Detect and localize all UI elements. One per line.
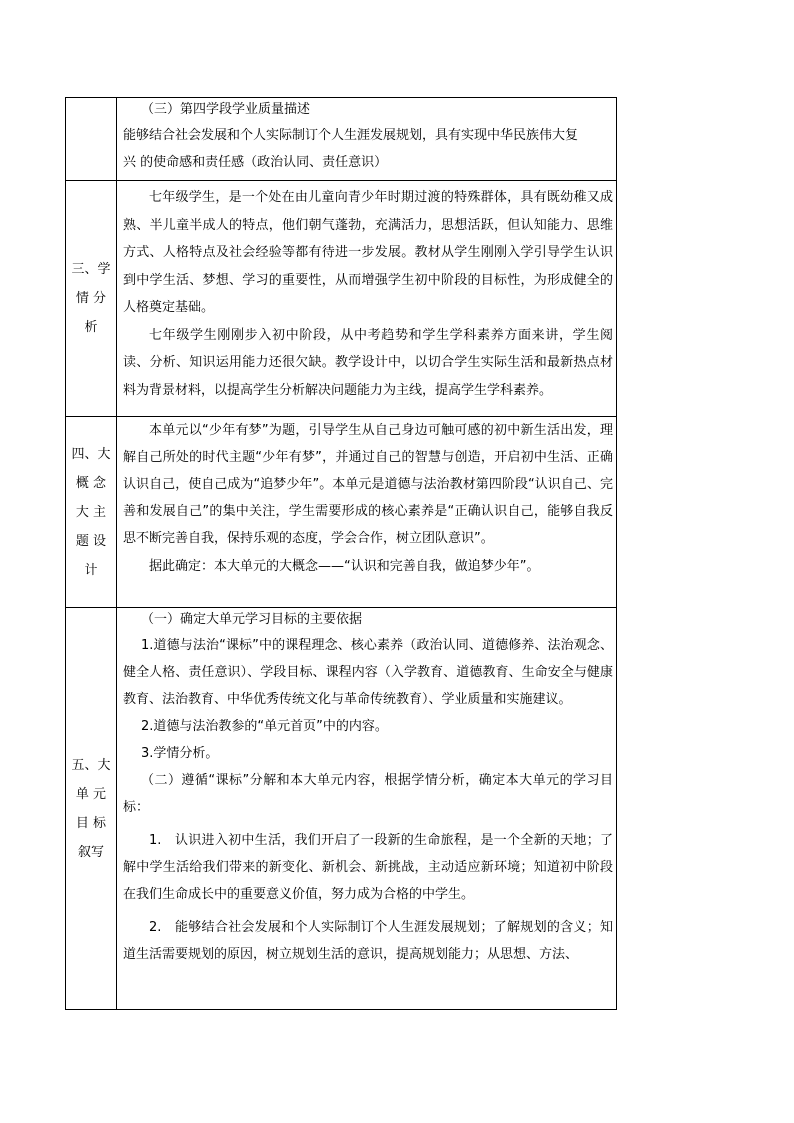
big-concept-paragraph-2: 据此确定：本大单元的大概念——“认识和完善自我，做追梦少年”。 <box>149 559 540 574</box>
quality-line-1: 能够结合社会发展和个人实际制订个人生涯发展规划，具有实现中华民族伟大复 <box>123 128 579 143</box>
label-line: 目 标 <box>75 815 107 831</box>
label-line: 概 念 <box>75 475 107 491</box>
student-analysis-label-cell <box>66 181 117 417</box>
quality-label-cell <box>66 98 117 181</box>
unit-goals-basis-item-2: 2.道德与法治教参的“单元首页”中的内容。 <box>141 719 388 734</box>
quality-heading: （三）第四学段学业质量描述 <box>141 102 311 117</box>
label-line: 三、学 <box>71 262 111 277</box>
quality-content-cell <box>117 98 617 181</box>
lesson-plan-table <box>65 97 617 1010</box>
big-concept-label-cell <box>66 417 117 608</box>
label-line: 情 分 <box>75 291 107 306</box>
unit-goals-label-cell <box>66 608 117 1010</box>
label-line: 题 设 <box>75 533 107 549</box>
big-concept-label <box>66 440 116 585</box>
unit-goals-heading-2: （二）遵循“课标”分解和本大单元内容，根据学情分析，确定本大单元的学习目标： <box>123 773 613 815</box>
student-analysis-paragraph-1: 七年级学生，是一个处在由儿童向青少年时期过渡的特殊群体，具有既幼稚又成熟、半儿童半成人的特点，他们朝气蓬勃，充满活力，思想活跃，但认知能力、思维方式、人格特点及社会经验等都有待进一步发展。教材从学生刚刚入学引导学生认识到中学生活、梦想、学习的重要性，从而增强学生初中阶段的目标性，为形成健全的人格奠定基础。 <box>123 190 613 315</box>
unit-goals-row <box>66 608 617 1010</box>
label-line: 大 主 <box>75 504 107 520</box>
label-line: 叙写 <box>77 844 104 860</box>
unit-goals-label <box>66 751 116 867</box>
label-line: 四、大 <box>71 446 111 462</box>
unit-goals-content-cell <box>117 608 617 1010</box>
quality-line-2: 兴 的使命感和责任感（政治认同、责任意识） <box>123 155 388 170</box>
student-analysis-paragraph-2: 七年级学生刚刚步入初中阶段，从中考趋势和学生学科素养方面来讲，学生阅读、分析、知识运用能力还很欠缺。教学设计中，以切合学生实际生活和最新热点材料为背景材料，以提高学生分析解决问题能力为主线，提高学生学科素养。 <box>123 327 613 398</box>
big-concept-row <box>66 417 617 608</box>
unit-goals-basis-item-1: 1.道德与法治“课标”中的课程理念、核心素养（政治认同、道德修养、法治观念、健全人格、责任意识）、学段目标、课程内容（入学教育、道德教育、生命安全与健康教育、法治教育、中华优秀传统文化与革命传统教育）、学业质量和实施建议。 <box>123 638 613 707</box>
quality-row <box>66 98 617 181</box>
label-line: 析 <box>84 320 98 335</box>
big-concept-paragraph-1: 本单元以“少年有梦”为题，引导学生从自己身边可触可感的初中新生活出发，理解自己所处的时代主题“少年有梦”，并通过自己的智慧与创造，开启初中生活、正确认识自己，使自己成为“追梦少年”。本单元是道德与法治教材第四阶段“认识自己、完善和发展自己”的集中关注，学生需要形成的核心素养是“正确认识自己，能够自我反思不断完善自我，保持乐观的态度，学会合作，树立团队意识”。 <box>123 423 613 546</box>
unit-goals-basis-item-3: 3.学情分析。 <box>141 746 219 761</box>
unit-goal-1: 1. 认识进入初中生活，我们开启了一段新的生命旅程，是一个全新的天地；了解中学生活给我们带来的新变化、新机会、新挑战，主动适应新环境；知道初中阶段在我们生命成长中的重要意义价值，努力成为合格的中学生。 <box>123 833 613 902</box>
student-analysis-label <box>66 255 116 342</box>
label-line: 计 <box>84 562 98 578</box>
label-line: 五、大 <box>71 757 111 773</box>
label-line: 单 元 <box>75 786 107 802</box>
unit-goal-2: 2. 能够结合社会发展和个人实际制订个人生涯发展规划；了解规划的含义；知道生活需要规划的原因，树立规划生活的意识，提高规划能力；从思想、方法、 <box>123 920 613 962</box>
unit-goals-heading-1: （一）确定大单元学习目标的主要依据 <box>141 612 363 627</box>
student-analysis-content-cell <box>117 181 617 417</box>
big-concept-content-cell <box>117 417 617 608</box>
student-analysis-row <box>66 181 617 417</box>
